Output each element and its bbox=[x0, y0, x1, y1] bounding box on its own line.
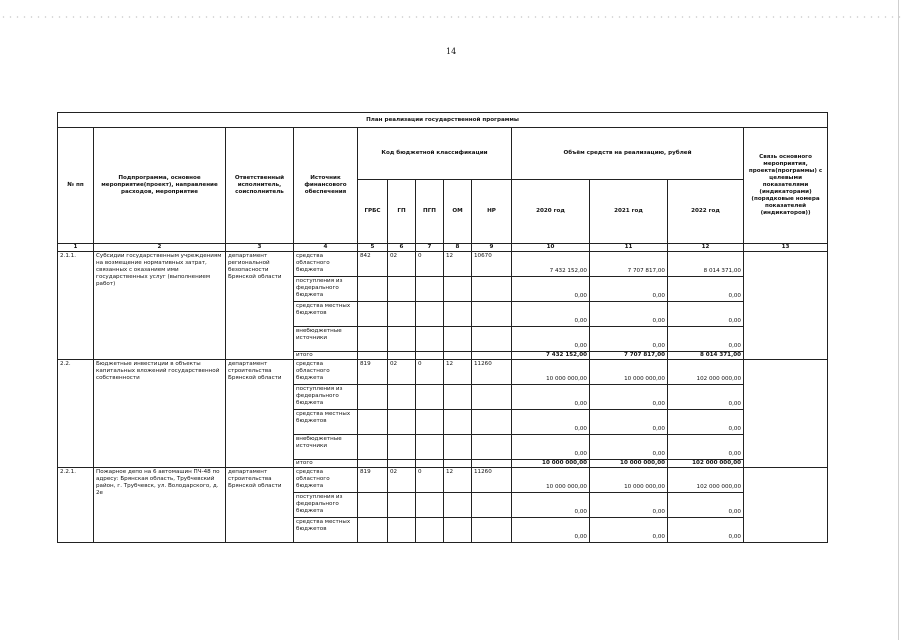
code-gp bbox=[388, 409, 416, 434]
code-nr: 11260 bbox=[472, 467, 512, 492]
total-2020: 7 432 152,00 bbox=[512, 352, 590, 360]
total-2021: 10 000 000,00 bbox=[590, 459, 668, 467]
table-row bbox=[58, 467, 828, 492]
amount-2021: 10 000 000,00 bbox=[590, 359, 668, 384]
total-2021: 7 707 817,00 bbox=[590, 352, 668, 360]
code-grbs bbox=[358, 327, 388, 352]
code-om bbox=[444, 384, 472, 409]
amount-2022: 102 000 000,00 bbox=[668, 359, 744, 384]
total-2022: 102 000 000,00 bbox=[668, 459, 744, 467]
header-num: № пп bbox=[58, 128, 94, 244]
code-grbs: 842 bbox=[358, 252, 388, 277]
code-om: 12 bbox=[444, 467, 472, 492]
code-gp bbox=[388, 384, 416, 409]
indicator-link bbox=[744, 359, 828, 467]
code-om bbox=[444, 517, 472, 542]
amount-2020: 0,00 bbox=[512, 384, 590, 409]
header-link: Связь основного мероприятия, проекта(программы) с целевыми показателями (индикаторами) (порядковые номера показателей (индикаторов)) bbox=[744, 128, 828, 244]
code-pgp: 0 bbox=[416, 467, 444, 492]
column-number: 13 bbox=[744, 244, 828, 252]
amount-2020: 0,00 bbox=[512, 492, 590, 517]
code-gp bbox=[388, 302, 416, 327]
code-gp: 02 bbox=[388, 467, 416, 492]
code-pgp bbox=[416, 517, 444, 542]
executor: департамент региональной безопасности Брянской области bbox=[226, 252, 294, 360]
header-source: Источник финансового обеспечения bbox=[294, 128, 358, 244]
column-number: 2 bbox=[94, 244, 226, 252]
empty-cell bbox=[472, 459, 512, 467]
total-label: итого bbox=[294, 352, 358, 360]
total-2022: 8 014 371,00 bbox=[668, 352, 744, 360]
amount-2021: 0,00 bbox=[590, 517, 668, 542]
column-number: 3 bbox=[226, 244, 294, 252]
empty-cell bbox=[388, 459, 416, 467]
activity-name: Пожарное депо на 6 автомашин ПЧ-48 по адресу: Брянская область, Трубчевский район, г. Трубчевск, ул. Володарского, д. 2е bbox=[94, 467, 226, 542]
code-nr bbox=[472, 434, 512, 459]
code-pgp bbox=[416, 277, 444, 302]
executor: департамент строительства Брянской области bbox=[226, 359, 294, 467]
code-nr bbox=[472, 492, 512, 517]
column-number: 4 bbox=[294, 244, 358, 252]
page-edge bbox=[898, 0, 899, 640]
code-grbs bbox=[358, 302, 388, 327]
header-grbs: ГРБС bbox=[358, 180, 388, 244]
code-gp bbox=[388, 492, 416, 517]
funding-source: средства областного бюджета bbox=[294, 467, 358, 492]
amount-2021: 0,00 bbox=[590, 277, 668, 302]
column-number: 8 bbox=[444, 244, 472, 252]
amount-2020: 0,00 bbox=[512, 327, 590, 352]
amount-2021: 0,00 bbox=[590, 434, 668, 459]
column-number: 11 bbox=[590, 244, 668, 252]
code-nr bbox=[472, 302, 512, 327]
amount-2022: 0,00 bbox=[668, 434, 744, 459]
code-nr: 10670 bbox=[472, 252, 512, 277]
amount-2022: 102 000 000,00 bbox=[668, 467, 744, 492]
code-om bbox=[444, 409, 472, 434]
header-nr: НР bbox=[472, 180, 512, 244]
amount-2021: 0,00 bbox=[590, 302, 668, 327]
amount-2021: 0,00 bbox=[590, 492, 668, 517]
funding-source: поступления из федерального бюджета bbox=[294, 492, 358, 517]
code-grbs: 819 bbox=[358, 467, 388, 492]
table-title: План реализации государственной программы bbox=[58, 113, 828, 128]
code-pgp: 0 bbox=[416, 252, 444, 277]
funding-source: средства местных бюджетов bbox=[294, 409, 358, 434]
empty-cell bbox=[472, 352, 512, 360]
total-2020: 10 000 000,00 bbox=[512, 459, 590, 467]
indicator-link bbox=[744, 252, 828, 360]
header-gp: ГП bbox=[388, 180, 416, 244]
funding-source: поступления из федерального бюджета bbox=[294, 277, 358, 302]
indicator-link bbox=[744, 467, 828, 542]
activity-name: Субсидии государственным учреждениям на возмещение нормативных затрат, связанных с оказанием ими государственных услуг (выполнением работ) bbox=[94, 252, 226, 360]
amount-2020: 0,00 bbox=[512, 277, 590, 302]
header-om: ОМ bbox=[444, 180, 472, 244]
code-grbs: 819 bbox=[358, 359, 388, 384]
code-om bbox=[444, 492, 472, 517]
code-om: 12 bbox=[444, 359, 472, 384]
page-number: 14 bbox=[446, 47, 457, 56]
scan-dot-line bbox=[0, 16, 905, 18]
header-amount: Объём средств на реализацию, рублей bbox=[512, 128, 744, 180]
amount-2021: 7 707 817,00 bbox=[590, 252, 668, 277]
code-nr bbox=[472, 327, 512, 352]
code-grbs bbox=[358, 517, 388, 542]
code-gp bbox=[388, 277, 416, 302]
funding-source: средства местных бюджетов bbox=[294, 517, 358, 542]
row-number: 2.1.1. bbox=[58, 252, 94, 360]
amount-2021: 0,00 bbox=[590, 409, 668, 434]
row-number: 2.2. bbox=[58, 359, 94, 467]
funding-source: средства областного бюджета bbox=[294, 359, 358, 384]
empty-cell bbox=[444, 459, 472, 467]
row-number: 2.2.1. bbox=[58, 467, 94, 542]
code-pgp bbox=[416, 302, 444, 327]
funding-source: внебюджетные источники bbox=[294, 327, 358, 352]
amount-2022: 0,00 bbox=[668, 384, 744, 409]
code-pgp bbox=[416, 492, 444, 517]
activity-name: Бюджетные инвестиции в объекты капитальных вложений государственной собственности bbox=[94, 359, 226, 467]
code-om bbox=[444, 434, 472, 459]
header-2021: 2021 год bbox=[590, 180, 668, 244]
code-grbs bbox=[358, 492, 388, 517]
total-label: итого bbox=[294, 459, 358, 467]
empty-cell bbox=[358, 459, 388, 467]
funding-source: средства местных бюджетов bbox=[294, 302, 358, 327]
code-pgp bbox=[416, 384, 444, 409]
empty-cell bbox=[416, 459, 444, 467]
code-nr: 11260 bbox=[472, 359, 512, 384]
header-2020: 2020 год bbox=[512, 180, 590, 244]
funding-source: внебюджетные источники bbox=[294, 434, 358, 459]
funding-source: средства областного бюджета bbox=[294, 252, 358, 277]
empty-cell bbox=[358, 352, 388, 360]
header-name: Подпрограмма, основное мероприятие(проект), направление расходов, мероприятие bbox=[94, 128, 226, 244]
code-grbs bbox=[358, 277, 388, 302]
code-grbs bbox=[358, 384, 388, 409]
amount-2020: 10 000 000,00 bbox=[512, 467, 590, 492]
amount-2021: 0,00 bbox=[590, 327, 668, 352]
header-pgp: ПГП bbox=[416, 180, 444, 244]
amount-2021: 0,00 bbox=[590, 384, 668, 409]
amount-2022: 0,00 bbox=[668, 492, 744, 517]
header-budget-code: Код бюджетной классификации bbox=[358, 128, 512, 180]
amount-2020: 0,00 bbox=[512, 409, 590, 434]
amount-2022: 0,00 bbox=[668, 277, 744, 302]
funding-source: поступления из федерального бюджета bbox=[294, 384, 358, 409]
code-om bbox=[444, 302, 472, 327]
executor: департамент строительства Брянской области bbox=[226, 467, 294, 542]
code-gp bbox=[388, 327, 416, 352]
program-plan-table bbox=[57, 112, 828, 543]
amount-2020: 7 432 152,00 bbox=[512, 252, 590, 277]
empty-cell bbox=[444, 352, 472, 360]
code-nr bbox=[472, 277, 512, 302]
code-nr bbox=[472, 517, 512, 542]
amount-2020: 0,00 bbox=[512, 517, 590, 542]
amount-2022: 0,00 bbox=[668, 409, 744, 434]
table-row bbox=[58, 252, 828, 277]
code-gp: 02 bbox=[388, 252, 416, 277]
header-2022: 2022 год bbox=[668, 180, 744, 244]
code-grbs bbox=[358, 434, 388, 459]
column-number: 1 bbox=[58, 244, 94, 252]
code-gp: 02 bbox=[388, 359, 416, 384]
header-executor: Ответственный исполнитель, соисполнитель bbox=[226, 128, 294, 244]
amount-2022: 0,00 bbox=[668, 327, 744, 352]
column-number: 9 bbox=[472, 244, 512, 252]
code-pgp bbox=[416, 409, 444, 434]
column-number: 10 bbox=[512, 244, 590, 252]
amount-2020: 10 000 000,00 bbox=[512, 359, 590, 384]
amount-2020: 0,00 bbox=[512, 302, 590, 327]
column-number: 7 bbox=[416, 244, 444, 252]
column-number: 12 bbox=[668, 244, 744, 252]
code-pgp bbox=[416, 434, 444, 459]
code-om: 12 bbox=[444, 252, 472, 277]
amount-2021: 10 000 000,00 bbox=[590, 467, 668, 492]
table-row bbox=[58, 359, 828, 384]
empty-cell bbox=[388, 352, 416, 360]
code-gp bbox=[388, 517, 416, 542]
column-number-row bbox=[58, 244, 828, 252]
code-gp bbox=[388, 434, 416, 459]
amount-2022: 8 014 371,00 bbox=[668, 252, 744, 277]
empty-cell bbox=[416, 352, 444, 360]
amount-2022: 0,00 bbox=[668, 302, 744, 327]
code-pgp bbox=[416, 327, 444, 352]
code-pgp: 0 bbox=[416, 359, 444, 384]
code-om bbox=[444, 327, 472, 352]
column-number: 6 bbox=[388, 244, 416, 252]
code-grbs bbox=[358, 409, 388, 434]
column-number: 5 bbox=[358, 244, 388, 252]
code-nr bbox=[472, 384, 512, 409]
amount-2020: 0,00 bbox=[512, 434, 590, 459]
code-om bbox=[444, 277, 472, 302]
amount-2022: 0,00 bbox=[668, 517, 744, 542]
code-nr bbox=[472, 409, 512, 434]
